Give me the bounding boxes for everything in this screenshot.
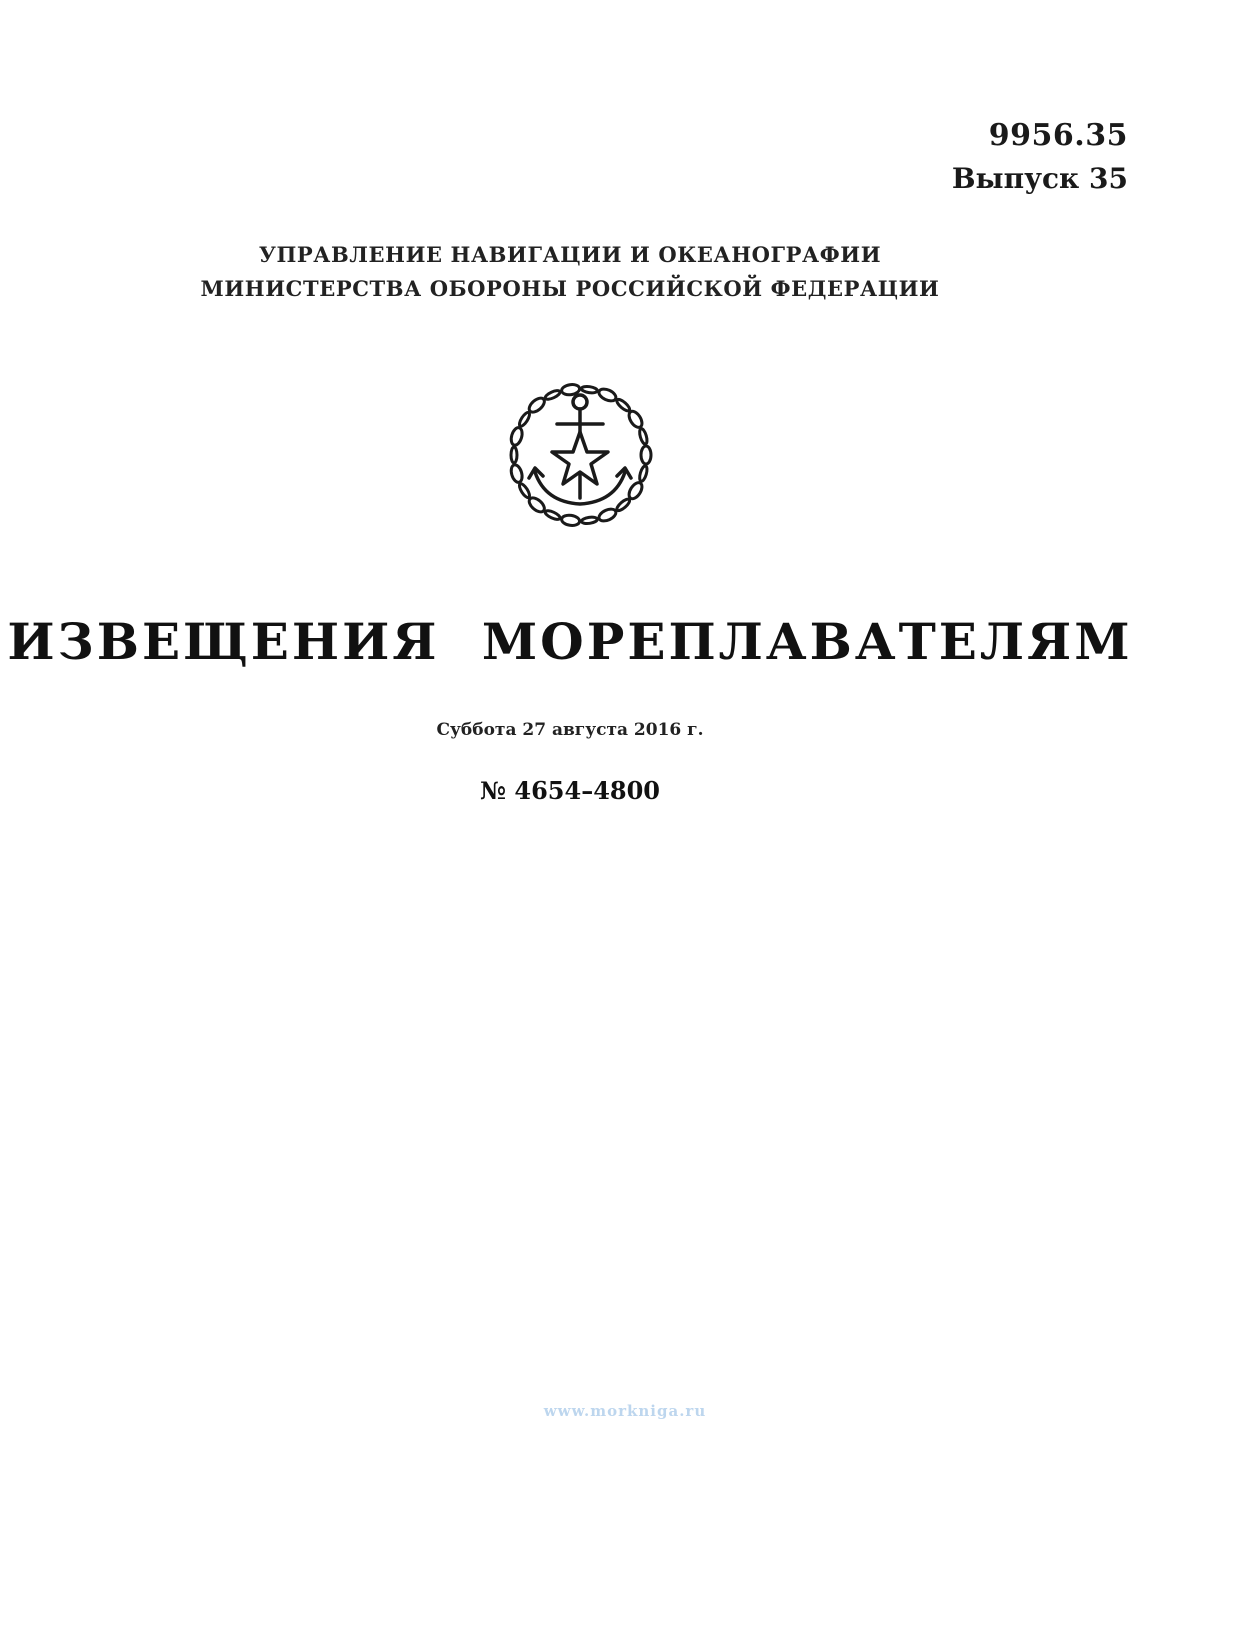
anchor-star-chain-emblem-icon — [505, 380, 655, 530]
chain-link — [638, 465, 648, 482]
issue-number: Выпуск 35 — [951, 162, 1128, 195]
chain-link — [518, 411, 532, 428]
document-code: 9956.35 — [988, 118, 1128, 153]
main-title: ИЗВЕЩЕНИЯ МОРЕПЛАВАТЕЛЯМ — [7, 612, 1133, 671]
chain-link — [544, 389, 561, 401]
organization-line-2: МИНИСТЕРСТВА ОБОРОНЫ РОССИЙСКОЙ ФЕДЕРАЦИИ — [200, 276, 940, 301]
organization-line-1: УПРАВЛЕНИЕ НАВИГАЦИИ И ОКЕАНОГРАФИИ — [258, 242, 882, 267]
chain-link — [509, 464, 524, 484]
chain-link — [509, 426, 524, 446]
notice-number-range: № 4654–4800 — [479, 776, 661, 805]
chain-link — [641, 446, 651, 464]
chain-link — [561, 514, 580, 526]
chain-link — [638, 428, 648, 445]
chain-link — [581, 386, 598, 394]
chain-link — [597, 507, 618, 524]
chain-link — [511, 447, 517, 463]
chain-link — [544, 509, 561, 521]
chain-link — [518, 482, 532, 499]
chain-link — [615, 398, 631, 413]
issue-date: Суббота 27 августа 2016 г. — [436, 720, 704, 740]
watermark-text: www.morkniga.ru — [543, 1402, 707, 1420]
chain-link — [626, 409, 644, 430]
chain-link — [597, 387, 618, 404]
chain-link — [581, 516, 598, 524]
chain-link — [615, 497, 631, 512]
